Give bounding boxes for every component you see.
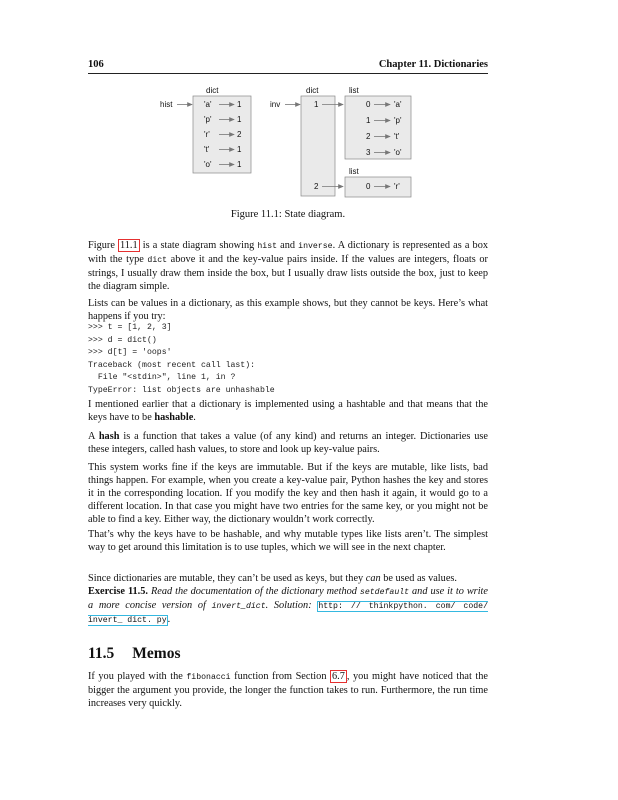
text: be used as values.	[380, 573, 457, 584]
list-item-key: 1	[366, 116, 371, 125]
text: A	[88, 431, 99, 442]
term-hashable: hashable	[154, 412, 194, 423]
code-inline: setdefault	[359, 588, 410, 597]
code-block	[88, 322, 488, 398]
section-heading	[88, 645, 198, 663]
list-item-key: 0	[366, 182, 371, 191]
text: .	[193, 412, 196, 423]
text: .	[167, 614, 171, 625]
text: is a function that takes a value (of any kind) and returns an integer. Dictionaries use these integers, called hash values, to store and look up key-value pairs.	[88, 431, 488, 455]
code-line: >>> t = [1, 2, 3]	[88, 323, 172, 332]
paragraph-5: This system works fine if the keys are immutable. But if the keys are mutable, like lists, bad things happen. For example, when you create a key-value pair, Python hashes the key and stores it in the corresponding location. If you modify the key and then hash it again, it would go to a different location. In that case you might have two entries for the same key, or you might not be able to find a key. Either way, the dictionary wouldn’t work correctly.	[88, 462, 488, 525]
hist-pair-value: 1	[237, 145, 242, 154]
code-line: Traceback (most recent call last):	[88, 360, 256, 370]
inv-dict-box	[301, 96, 335, 196]
list-item-value: 'p'	[394, 116, 402, 125]
paragraph-2: Lists can be values in a dictionary, as this example shows, but they cannot be keys. Here’s what happens if you try:	[88, 298, 488, 322]
list-item-key: 3	[366, 148, 371, 157]
exercise-label: Exercise 11.5.	[88, 586, 148, 597]
list-item-key: 2	[366, 132, 371, 141]
paragraph-8	[88, 670, 488, 710]
code-line: >>> d[t] = 'oops'	[88, 348, 172, 358]
hist-pair-key: 'r'	[204, 130, 210, 139]
inv-key: 1	[314, 100, 319, 109]
code-line: >>> d = dict()	[88, 335, 157, 345]
text: and	[277, 240, 299, 251]
page-number: 106	[88, 59, 104, 70]
paragraph-1	[88, 239, 488, 293]
hist-pair-value: 1	[237, 100, 242, 109]
list-box-2	[345, 177, 411, 197]
emphasis: can	[365, 573, 381, 584]
hist-pair-value: 1	[237, 160, 242, 169]
text: Since dictionaries are mutable, they can’t be used as keys, but they	[88, 573, 366, 584]
inv-key: 2	[314, 182, 319, 191]
text: Figure	[88, 240, 119, 251]
list-label-1: list	[349, 86, 359, 95]
list-item-value: 't'	[394, 132, 400, 141]
text: above it and the key-value pairs inside. If the values are integers, floats or strings, I usually draw them inside the box, but I usually draw lists outside the box, just to keep the diagram simple.	[88, 254, 488, 292]
code-inline: inverse	[298, 242, 333, 251]
state-diagram	[150, 80, 450, 210]
hist-pair-key: 'o'	[204, 160, 212, 169]
hist-pair-value: 2	[237, 130, 242, 139]
term-hash: hash	[98, 431, 120, 442]
section-number: 11.5	[88, 645, 115, 662]
text: and use it to write a more concise version of	[88, 586, 488, 611]
figure-caption: Figure 11.1: State diagram.	[230, 209, 346, 220]
code-inline: hist	[257, 242, 278, 251]
list-label-2: list	[349, 167, 359, 176]
code-line: TypeError: list objects are unhashable	[88, 385, 275, 395]
text: Read the documentation of the dictionary method	[147, 586, 360, 597]
hist-pair-key: 't'	[204, 145, 210, 154]
code-line: File "<stdin>", line 1, in ?	[88, 373, 236, 383]
section-ref-link[interactable]: 6.7	[332, 671, 345, 682]
code-inline: dict	[147, 256, 168, 265]
list-item-value: 'r'	[394, 182, 400, 191]
var-inv: inv	[270, 100, 281, 109]
code-inline: fibonacci	[186, 673, 231, 682]
paragraph-3	[88, 398, 488, 424]
var-hist: hist	[160, 100, 173, 109]
text: . A dictionary is represented as a box with the type	[88, 240, 488, 265]
paragraph-4	[88, 430, 488, 456]
chapter-title: Chapter 11. Dictionaries	[378, 59, 488, 70]
text: I mentioned earlier that a dictionary is implemented using a hashtable and that means that the keys have to be	[88, 399, 488, 423]
header-rule	[88, 73, 488, 74]
running-header	[88, 59, 488, 73]
list-item-value: 'a'	[394, 100, 402, 109]
dict-label-hist: dict	[206, 86, 219, 95]
list-item-key: 0	[366, 100, 371, 109]
code-inline: invert_dict	[211, 602, 266, 611]
text: , you might have noticed that the bigger the argument you provide, the longer the function takes to run. Furthermore, the run time increases very quickly.	[88, 671, 488, 709]
paragraph-7	[88, 572, 488, 585]
figure-ref-link[interactable]: 11.1	[120, 240, 138, 251]
text: If you played with the	[88, 671, 187, 682]
list-item-value: 'o'	[394, 148, 402, 157]
paragraph-6: That’s why the keys have to be hashable, and why mutable types like lists aren’t. The simplest way to get around this limitation is to use tuples, which we will see in the next chapter.	[88, 529, 488, 553]
hist-pair-value: 1	[237, 115, 242, 124]
hist-pair-key: 'a'	[204, 100, 212, 109]
text: . Solution:	[265, 600, 318, 611]
hist-pair-key: 'p'	[204, 115, 212, 124]
text: function from Section	[230, 671, 331, 682]
dict-label-inv: dict	[306, 86, 319, 95]
solution-url-link[interactable]: http: // thinkpython. com/ code/ invert_ dict. py	[88, 602, 488, 625]
text: is a state diagram showing	[139, 240, 258, 251]
section-title: Memos	[132, 645, 181, 662]
exercise-11-5	[88, 585, 488, 627]
